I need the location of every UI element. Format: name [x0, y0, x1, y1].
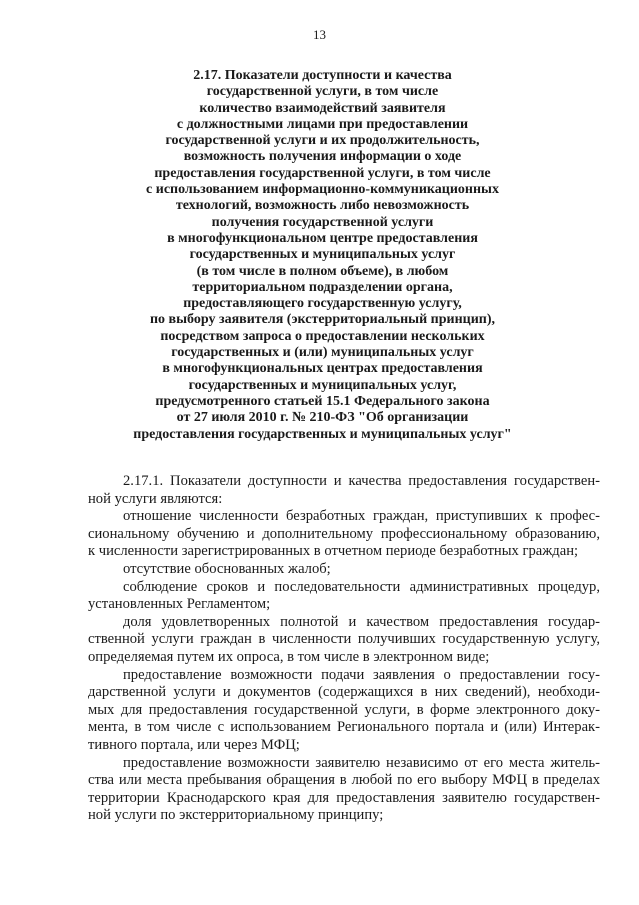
- body-line: отсутствие обоснованных жалоб;: [123, 560, 331, 577]
- heading-line: количество взаимодействий заявителя: [199, 100, 446, 116]
- body-text: [88, 473, 600, 825]
- body-line: предоставление возможности заявителю независимо от его места житель-: [123, 754, 600, 771]
- heading-line: по выбору заявителя (экстерриториальный принцип),: [149, 312, 496, 328]
- body-line: предоставление возможности подачи заявления о предоставлении госу-: [123, 666, 600, 683]
- body-line: установленных Регламентом;: [88, 596, 271, 613]
- body-line: ства или места пребывания обращения в любой по его выбору МФЦ в пределах: [88, 772, 600, 789]
- body-line: мента, в том числе с использованием Регионального портала и (или) Интерак-: [88, 719, 600, 736]
- body-line: к численности зарегистрированных в отчетном периоде безработных граждан;: [88, 543, 579, 560]
- heading-line: (в том числе в полном объеме), в любом: [196, 263, 449, 279]
- body-line: дарственной услуги и документов (содержащихся в них сведений), необходи-: [88, 684, 600, 701]
- heading-line: 2.17. Показатели доступности и качества: [193, 68, 452, 83]
- page-number: 13: [313, 27, 326, 42]
- heading-line: с использованием информационно-коммуникационных: [146, 182, 499, 198]
- body-line: отношение численности безработных граждан, приступивших к профес-: [123, 508, 600, 525]
- heading-line: государственных и (или) муниципальных услуг: [171, 345, 474, 361]
- heading-line: получения государственной услуги: [211, 214, 434, 230]
- body-line: доля удовлетворенных полнотой и качеством предоставления государ-: [123, 613, 600, 630]
- heading-line: предусмотренного статьей 15.1 Федерального закона: [155, 393, 490, 409]
- heading-line: в многофункциональных центрах предоставления: [162, 361, 483, 377]
- body-line: ной услуги по экстерриториальному принципу;: [88, 807, 384, 824]
- body-line: сиональному обучению и дополнительному профессиональному образованию,: [88, 525, 600, 542]
- heading-line: от 27 июля 2010 г. № 210-ФЗ "Об организации: [176, 410, 469, 426]
- heading-line: государственной услуги, в том числе: [206, 84, 439, 100]
- body-line: ной услуги являются:: [88, 490, 223, 507]
- heading-line: в многофункциональном центре предоставления: [167, 230, 478, 246]
- body-line: тивного портала, или через МФЦ;: [88, 736, 300, 753]
- heading-line: предоставления государственной услуги, в том числе: [154, 165, 491, 181]
- heading-line: с должностными лицами при предоставлении: [176, 116, 469, 132]
- body-line: 2.17.1. Показатели доступности и качества предоставления государствен-: [123, 473, 600, 489]
- body-line: мых для предоставления государственной услуги, в форме электронного доку-: [88, 701, 600, 718]
- heading-line: территориальном подразделении органа,: [192, 279, 453, 295]
- heading-line: государственной услуги и их продолжительность,: [165, 133, 480, 149]
- heading-line: предоставления государственных и муниципальных услуг": [133, 426, 512, 442]
- body-line: соблюдение сроков и последовательности административных процедур,: [123, 578, 600, 595]
- heading-line: посредством запроса о предоставлении нескольких: [160, 328, 485, 344]
- heading-line: государственных и муниципальных услуг: [189, 247, 456, 263]
- section-heading: [110, 68, 535, 443]
- heading-line: технологий, возможность либо невозможность: [175, 198, 470, 214]
- heading-line: возможность получения информации о ходе: [183, 149, 462, 165]
- body-line: территории Краснодарского края для предоставления заявителю государствен-: [88, 789, 600, 806]
- heading-line: государственных и муниципальных услуг,: [188, 377, 457, 393]
- body-line: ственной услуги граждан в численности получивших государственную услугу,: [88, 631, 600, 648]
- heading-line: предоставляющего государственную услугу,: [183, 296, 462, 312]
- body-line: определяемая путем их опроса, в том числе в электронном виде;: [88, 648, 490, 665]
